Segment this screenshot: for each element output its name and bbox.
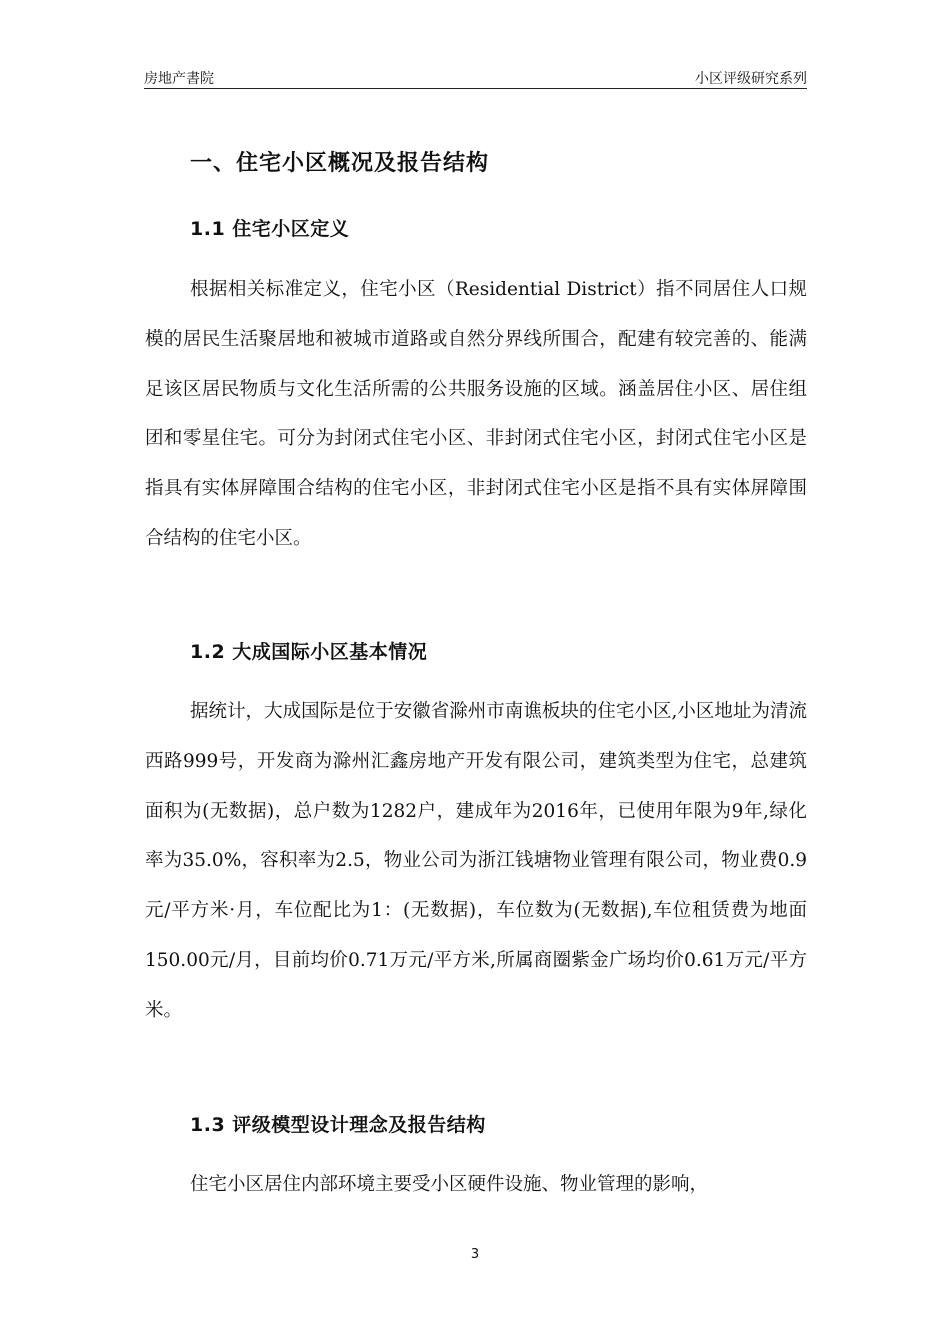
paragraph-definition: 根据相关标准定义，住宅小区（Residential District）指不同居住人口规模的居民生活聚居地和被城市道路或自然分界线所围合，配建有较完善的、能满足该区居民物质与文化生活所需的公共服务设施的区域。涵盖居住小区、居住组团和零星住宅。可分为封闭式住宅小区、非封闭式住宅小区，封闭式住宅小区是指具有实体屏障围合结构的住宅小区，非封闭式住宅小区是指不具有实体屏障围合结构的住宅小区。 <box>145 279 807 549</box>
page-number: 3 <box>470 1247 480 1262</box>
header-left-title: 房地产書院 <box>144 71 214 87</box>
subsection-title-1-1: 1.1 住宅小区定义 <box>190 218 350 240</box>
header-right-title: 小区评级研究系列 <box>695 71 807 87</box>
paragraph-basic-info: 据统计，大成国际是位于安徽省滁州市南谯板块的住宅小区,小区地址为清流西路999号，开发商为滁州汇鑫房地产开发有限公司，建筑类型为住宅，总建筑面积为(无数据)，总户数为1282户，建成年为2016年，已使用年限为9年,绿化率为35.0%，容积率为2.5，物业公司为浙江钱塘物业管理有限公司，物业费0.9元/平方米·月，车位配比为1：(无数据)，车位数为(无数据),车位租赁费为地面150.00元/月，目前均价0.71万元/平方米,所属商圈紫金广场均价0.61万元/平方米。 <box>145 701 807 1021</box>
subsection-title-1-3: 1.3 评级模型设计理念及报告结构 <box>190 1114 486 1136</box>
section-title: 一、住宅小区概况及报告结构 <box>190 151 490 176</box>
paragraph-model-design: 住宅小区居住内部环境主要受小区硬件设施、物业管理的影响， <box>190 1174 709 1195</box>
subsection-title-1-2: 1.2 大成国际小区基本情况 <box>190 641 428 663</box>
page-header <box>144 66 807 89</box>
